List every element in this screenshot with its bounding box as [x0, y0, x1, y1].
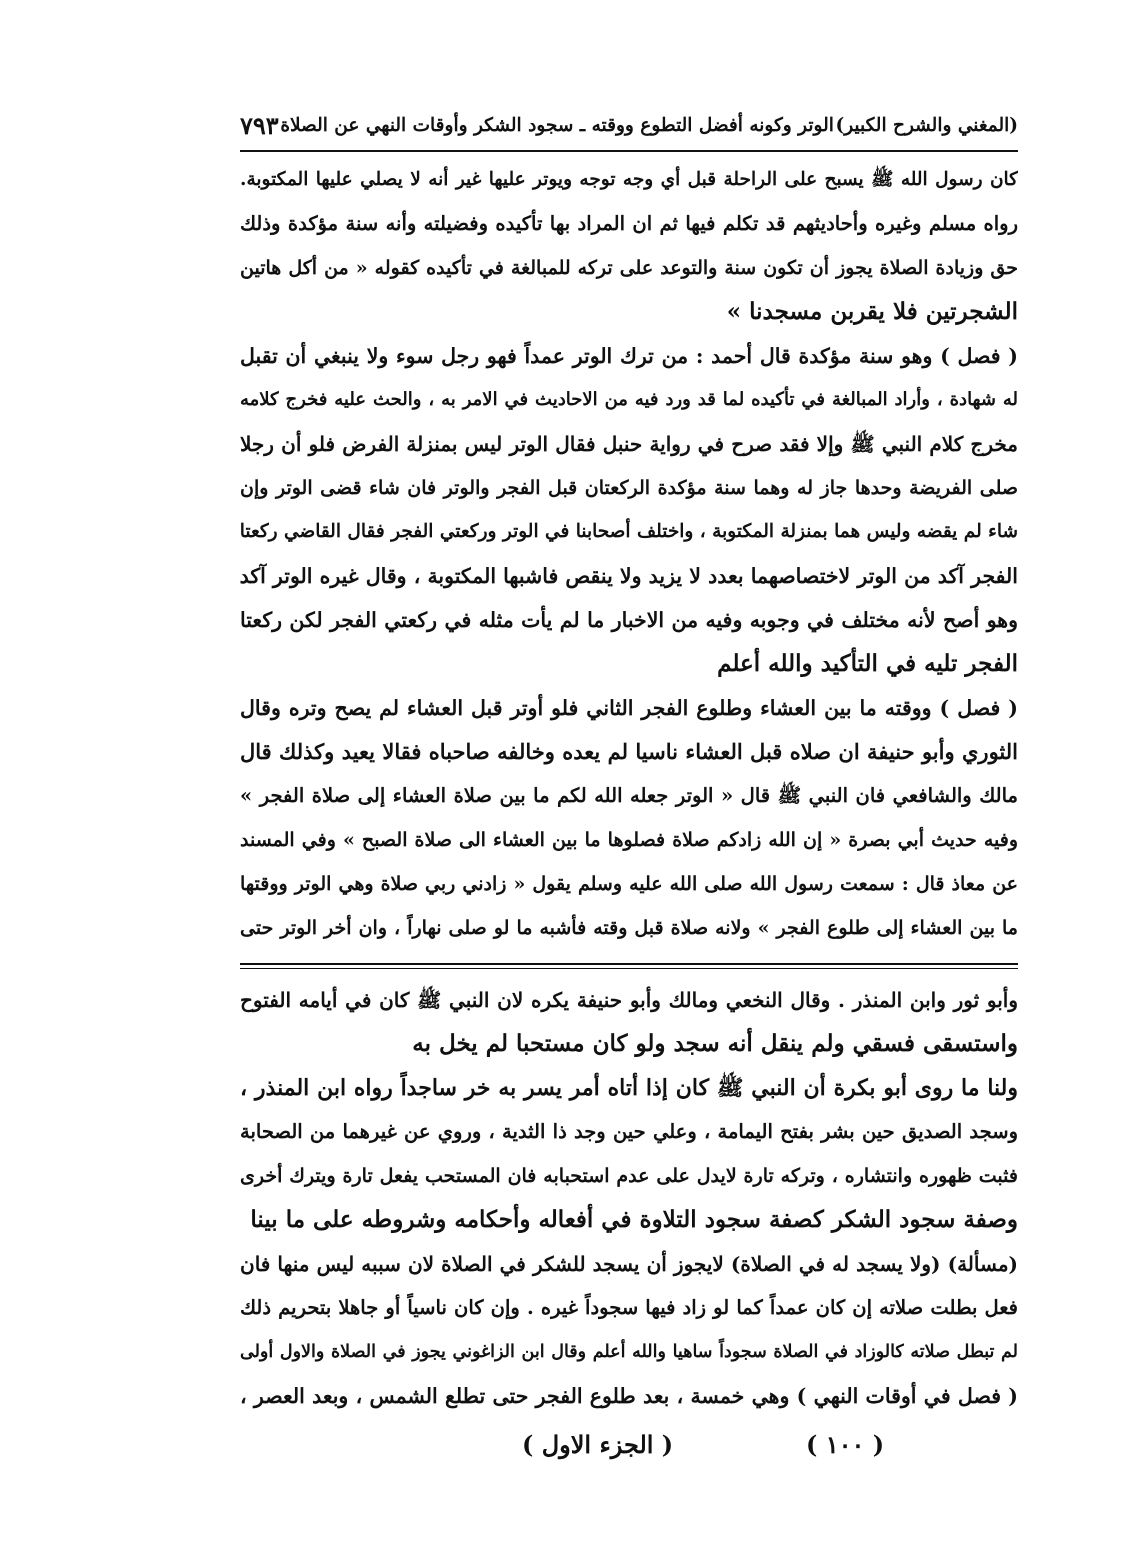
header-topics: الوتر وكونه أفضل التطوع ووقته ـ سجود الشكر وأوقات النهي عن الصلاة [280, 114, 834, 136]
text-line: لم تبطل صلاته كالوزاد في الصلاة سجوداً ساهيا والله أعلم وقال ابن الزاغوني يجوز في الصلاة والاول أولى [240, 1342, 1018, 1362]
text-line: وسجد الصديق حين بشر بفتح اليمامة ، وعلي حين وجد ذا الثدية ، وروي عن غيرهما من الصحابة [240, 1120, 1018, 1143]
text-line: الفجر آكد من الوتر لاختصاصهما بعدد لا يزيد ولا ينقص فاشبها المكتوبة ، وقال غيره الوتر آكد [240, 564, 1018, 588]
text-line: ( فصل ) وهو سنة مؤكدة قال أحمد : من ترك الوتر عمداً فهو رجل سوء ولا ينبغي أن تقبل [240, 344, 1018, 368]
text-line: وصفة سجود الشكر كصفة سجود التلاوة في أفعاله وأحكامه وشروطه على ما بينا [250, 1206, 1018, 1233]
running-header [240, 104, 1018, 146]
text-line: وأبو ثور وابن المنذر . وقال النخعي ومالك وأبو حنيفة يكره لان النبي ﷺ كان في أيامه الفتوح [240, 988, 1018, 1012]
text-line: صلى الفريضة وحدها جاز له وهما سنة مؤكدة الركعتان قبل الفجر والوتر فان شاء قضى الوتر وإن [240, 477, 1018, 499]
header-title: (المغني والشرح الكبير) [835, 114, 1018, 136]
footer-sheet-number: ( ١٠٠ ) [806, 1430, 885, 1459]
footer-volume-label: ( الجزء الاول ) [522, 1430, 674, 1459]
text-line: شاء لم يقضه وليس هما بمنزلة المكتوبة ، واختلف أصحابنا في الوتر وركعتي الفجر فقال القاضي ركعتا [240, 521, 1018, 542]
header-page-number: ٧٩٣ [240, 110, 279, 140]
text-line: حق وزيادة الصلاة يجوز أن تكون سنة والتوعد على تركه للمبالغة في تأكيده كقوله « من أكل هاتين [240, 257, 1018, 279]
text-line: ولنا ما روى أبو بكرة أن النبي ﷺ كان إذا أتاه أمر يسر به خر ساجداً رواه ابن المنذر ، [240, 1075, 1018, 1101]
page-footer [240, 1422, 1018, 1472]
text-line: فثبت ظهوره وانتشاره ، وتركه تارة لايدل على عدم استحبابه فان المستحب يفعل تارة ويترك أخرى [240, 1165, 1018, 1187]
text-line: كان رسول الله ﷺ يسبح على الراحلة قبل أي وجه توجه ويوتر عليها غير أنه لا يصلي عليها المكتوبة. [240, 169, 1018, 190]
commentary-text [240, 978, 1018, 1418]
text-line: مالك والشافعي فان النبي ﷺ قال « الوتر جعله الله لكم ما بين صلاة العشاء إلى صلاة الفجر » [240, 784, 1018, 807]
text-line: واستسقى فسقي ولم ينقل أنه سجد ولو كان مستحبا لم يخل به [412, 1030, 1018, 1057]
text-line: رواه مسلم وغيره وأحاديثهم قد تكلم فيها ثم ان المراد بها تأكيده وفضيلته وأنه سنة مؤكدة وذلك [240, 212, 1018, 235]
text-line: (مسألة) (ولا يسجد له في الصلاة) لايجوز أن يسجد للشكر في الصلاة لان سببه ليس منها فان [240, 1252, 1018, 1276]
header-rule [240, 150, 1018, 152]
text-line: ( فصل في أوقات النهي ) وهي خمسة ، بعد طلوع الفجر حتى تطلع الشمس ، وبعد العصر ، [240, 1384, 1018, 1408]
text-line: فعل بطلت صلاته إن كان عمداً كما لو زاد فيها سجوداً غيره . وإن كان ناسياً أو جاهلا بتحريم ذلك [240, 1296, 1018, 1319]
text-line: وفيه حديث أبي بصرة « إن الله زادكم صلاة فصلوها ما بين العشاء الى صلاة الصبح » وفي المسند [240, 829, 1018, 851]
text-line: وهو أصح لأنه مختلف في وجوبه وفيه من الاخبار ما لم يأت مثله في ركعتي الفجر لكن ركعتا [240, 608, 1018, 632]
text-line: ما بين العشاء إلى طلوع الفجر » ولانه صلاة قبل وقته فأشبه ما لو صلى نهاراً ، وان أخر الوتر حتى [240, 917, 1018, 939]
text-line: مخرج كلام النبي ﷺ وإلا فقد صرح في رواية حنبل فقال الوتر ليس بمنزلة الفرض فلو أن رجلا [240, 432, 1018, 456]
text-line: عن معاذ قال : سمعت رسول الله صلى الله عليه وسلم يقول « زادني ربي صلاة وهي الوتر ووقتها [240, 873, 1018, 895]
text-line: ( فصل ) ووقته ما بين العشاء وطلوع الفجر الثاني فلو أوتر قبل العشاء لم يصح وتره وقال [240, 696, 1018, 720]
text-line: الثوري وأبو حنيفة ان صلاه قبل العشاء ناسيا لم يعده وخالفه صاحباه فقالا يعيد وكذلك قال [240, 739, 1018, 764]
main-text [240, 158, 1018, 950]
text-line: له شهادة ، وأراد المبالغة في تأكيده لما قد ورد فيه من الاحاديث في الامر به ، والحث عليه فخرج كلامه [240, 389, 1018, 410]
text-line: الشجرتين فلا يقربن مسجدنا » [726, 298, 1018, 325]
text-line: الفجر تليه في التأكيد والله أعلم [717, 650, 1018, 677]
section-divider [240, 963, 1018, 965]
section-divider-thin [240, 968, 1018, 969]
